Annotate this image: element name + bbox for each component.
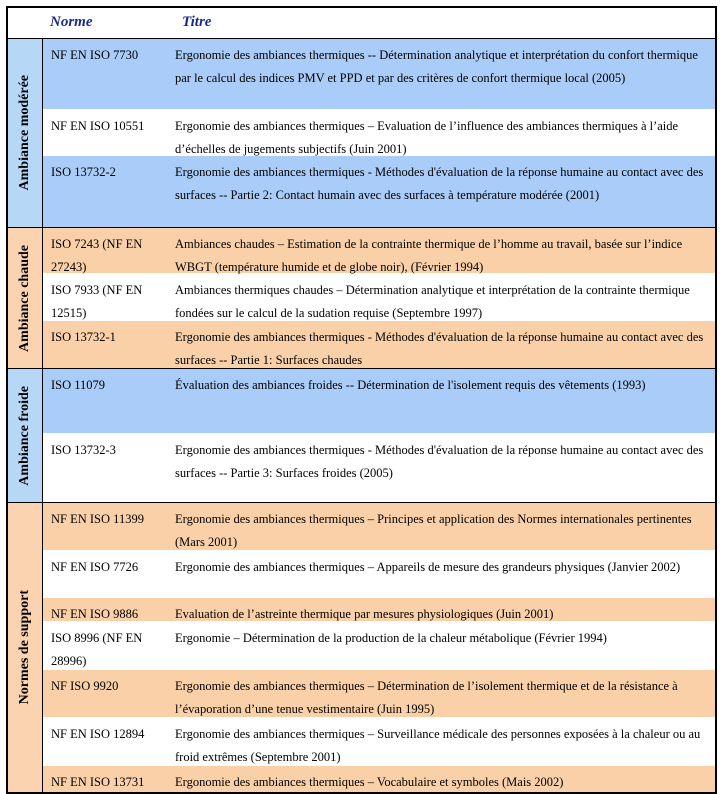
table-row: [43, 434, 715, 502]
norme-title: Évaluation des ambiances froides -- Détermination de l'isolement requis des vêtements (1993): [175, 378, 646, 392]
norme-code: ISO 13732-3: [51, 443, 116, 457]
group-label-cell: [8, 39, 43, 227]
header-titre: Titre: [182, 14, 212, 30]
norme-title: Ergonomie des ambiances thermiques – Principes et application des Normes internationales pertinentes (Mars 2001): [175, 512, 692, 549]
norme-title: Ergonomie des ambiances thermiques – Evaluation de l’influence des ambiances thermiques à l’aide d’échelles de jugements subjectifs (Juin 2001): [175, 119, 679, 156]
table-row: [43, 228, 715, 274]
table-row: [43, 274, 715, 321]
table-row: [43, 503, 715, 551]
table-row: [43, 369, 715, 434]
table-header: [8, 8, 715, 39]
group-label: Ambiance chaude: [17, 244, 32, 352]
norme-title: Ambiances thermiques chaudes – Détermination analytique et interprétation de la contrainte thermique fondées sur le calcul de la sudation requise (Septembre 1997): [175, 283, 690, 320]
norme-title: Ergonomie des ambiances thermiques – Surveillance médicale des personnes exposées à la chaleur ou au froid extrêmes (Septembre 2001): [175, 727, 701, 764]
norme-code: ISO 13732-2: [51, 165, 116, 179]
norme-code: ISO 11079: [51, 378, 106, 392]
table-row: [43, 110, 715, 156]
norme-code: ISO 13732-1: [51, 330, 116, 344]
group-label-cell: [8, 228, 43, 368]
norme-title: Ergonomie des ambiances thermiques - Méthodes d'évaluation de la réponse humaine au contact avec des surfaces -- Partie 3: Surfaces froides (2005): [175, 443, 704, 480]
standards-table: [6, 6, 717, 794]
norme-title: Evaluation de l’astreinte thermique par mesures physiologiques (Juin 2001): [175, 607, 554, 621]
norme-title: Ergonomie des ambiances thermiques – Appareils de mesure des grandeurs physiques (Janvier 2002): [175, 560, 681, 574]
norme-title: Ambiances chaudes – Estimation de la contrainte thermique de l’homme au travail, basée sur l’indice WBGT (température humide et de globe noir), (Février 1994): [175, 237, 683, 274]
norme-code: NF EN ISO 11399: [51, 512, 144, 526]
group-label: Normes de support: [17, 590, 32, 705]
norme-code: NF EN ISO 13731: [51, 775, 145, 789]
norme-code: NF EN ISO 7730: [51, 48, 139, 62]
table-row: [43, 670, 715, 718]
table-row: [43, 718, 715, 766]
group-ambiance-chaude: [8, 228, 715, 369]
group-ambiance-froide: [8, 369, 715, 503]
norme-code: NF EN ISO 12894: [51, 727, 145, 741]
group-label-cell: [8, 503, 43, 792]
norme-code: NF EN ISO 9886: [51, 607, 139, 621]
norme-code: ISO 8996 (NF EN 28996): [51, 631, 143, 668]
table-row: [43, 598, 715, 622]
group-label-cell: [8, 369, 43, 502]
header-spacer: [8, 8, 42, 38]
table-row: [43, 551, 715, 598]
norme-code: NF EN ISO 10551: [51, 119, 145, 133]
group-normes-de-support: [8, 503, 715, 792]
norme-title: Ergonomie – Détermination de la production de la chaleur métabolique (Février 1994): [175, 631, 607, 645]
table-row: [43, 39, 715, 110]
table-row: [43, 321, 715, 368]
norme-title: Ergonomie des ambiances thermiques - Méthodes d'évaluation de la réponse humaine au contact avec des surfaces -- Partie 2: Contact humain avec des surfaces à température modérée (2001): [175, 165, 704, 202]
norme-code: ISO 7243 (NF EN 27243): [51, 237, 143, 274]
norme-title: Ergonomie des ambiances thermiques – Vocabulaire et symboles (Mais 2002): [175, 775, 564, 789]
table-row: [43, 766, 715, 792]
group-label: Ambiance modérée: [17, 75, 32, 191]
norme-title: Ergonomie des ambiances thermiques – Détermination de l’isolement thermique et de la résistance à l’évaporation d’une tenue vestimentaire (Juin 1995): [175, 679, 678, 716]
table-row: [43, 622, 715, 670]
table-row: [43, 156, 715, 227]
group-ambiance-moderee: [8, 39, 715, 228]
group-label: Ambiance froide: [17, 385, 32, 486]
norme-code: ISO 7933 (NF EN 12515): [51, 283, 143, 320]
norme-code: NF EN ISO 7726: [51, 560, 139, 574]
norme-code: NF ISO 9920: [51, 679, 119, 693]
norme-title: Ergonomie des ambiances thermiques -- Détermination analytique et interprétation du confort thermique par le calcul des indices PMV et PPD et par des critères de confort thermique local (2005): [175, 48, 698, 85]
norme-title: Ergonomie des ambiances thermiques - Méthodes d'évaluation de la réponse humaine au contact avec des surfaces -- Partie 1: Surfaces chaudes: [175, 330, 704, 367]
header-norme: Norme: [50, 14, 93, 30]
